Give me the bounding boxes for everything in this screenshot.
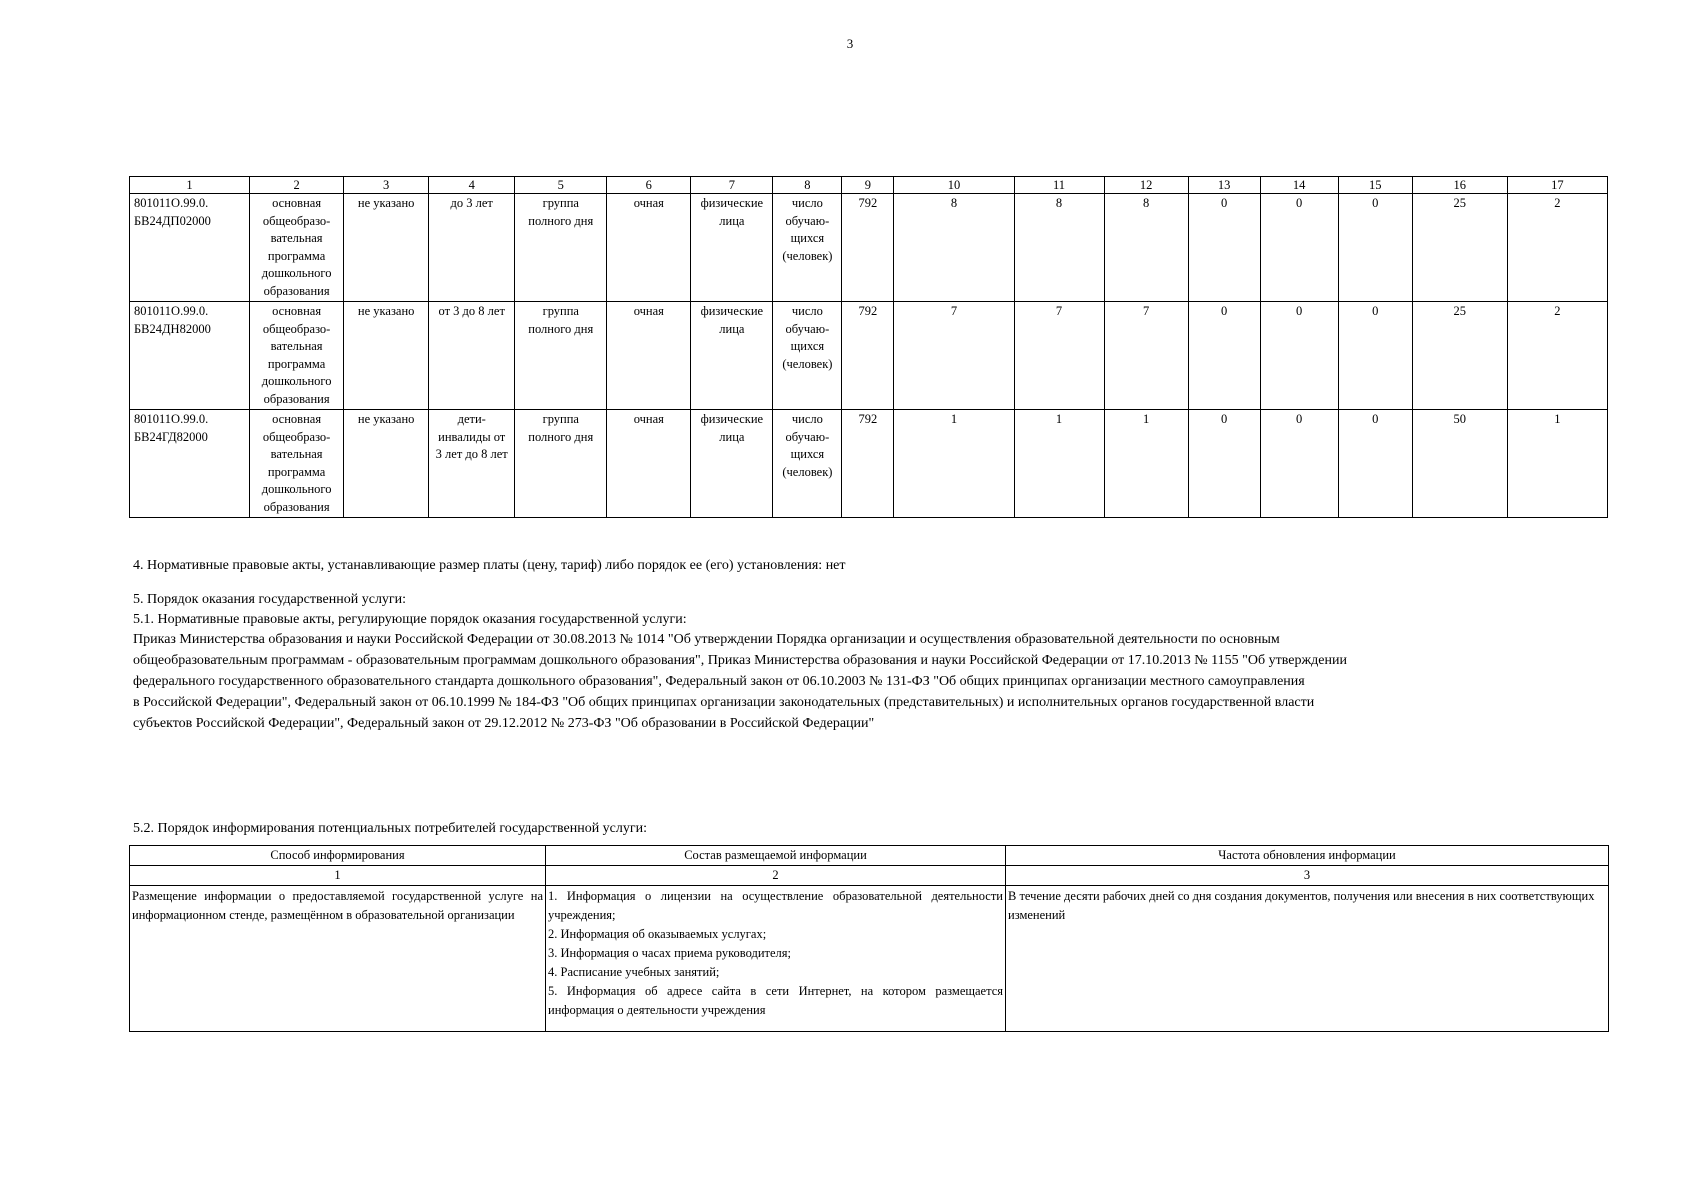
table-cell: основная общеобразо- вательная программа дошкольного образования — [250, 302, 344, 410]
indicators-table — [129, 176, 1608, 518]
table-cell: не указано — [344, 302, 429, 410]
table-cell: 0 — [1188, 302, 1260, 410]
law-line: общеобразовательным программам - образовательным программам дошкольного образования", Приказ Министерства образования и науки Российской Федерации от 17.10.2013 № 1155 "Об утверждении — [133, 653, 1347, 668]
table-cell: 0 — [1188, 410, 1260, 518]
table-cell: группа полного дня — [515, 410, 607, 518]
col-number: 3 — [1006, 866, 1609, 886]
table-cell: очная — [607, 410, 691, 518]
info-item: 3. Информация о часах приема руководителя; — [548, 946, 792, 960]
table-cell: 8 — [894, 194, 1014, 302]
table-cell: 0 — [1188, 194, 1260, 302]
table-cell: не указано — [344, 194, 429, 302]
info-frequency: В течение десяти рабочих дней со дня создания документов, получения или внесения в них соответствующих изменений — [1006, 886, 1609, 1032]
table-cell: 7 — [1014, 302, 1104, 410]
table-cell: физические лица — [691, 302, 773, 410]
column-number: 13 — [1188, 177, 1260, 194]
info-body-row — [130, 886, 1609, 1032]
table-cell: 792 — [842, 302, 894, 410]
section-5-2-title: 5.2. Порядок информирования потенциальных потребителей государственной услуги: — [133, 821, 648, 836]
column-number: 12 — [1104, 177, 1188, 194]
table-cell: 792 — [842, 194, 894, 302]
table-cell: основная общеобразо- вательная программа дошкольного образования — [250, 194, 344, 302]
table-cell: 7 — [894, 302, 1014, 410]
column-number: 16 — [1412, 177, 1507, 194]
table-cell: 1 — [1014, 410, 1104, 518]
column-number-row — [130, 177, 1608, 194]
law-line: в Российской Федерации", Федеральный закон от 06.10.1999 № 184-ФЗ "Об общих принципах организации законодательных (представительных) и исполнительных органов государственной власти — [133, 695, 1315, 710]
law-line: федерального государственного образовательного стандарта дошкольного образования", Федеральный закон от 06.10.2003 № 131-ФЗ "Об общих принципах организации местного самоуправления — [133, 674, 1305, 689]
table-cell: 0 — [1260, 410, 1338, 518]
column-number: 11 — [1014, 177, 1104, 194]
table-cell: 25 — [1412, 302, 1507, 410]
table-cell: группа полного дня — [515, 194, 607, 302]
table-cell: число обучаю- щихся (человек) — [773, 194, 842, 302]
table-cell: 1 — [894, 410, 1014, 518]
column-number: 6 — [607, 177, 691, 194]
column-number: 3 — [344, 177, 429, 194]
section-5-1-text — [133, 629, 1613, 734]
column-number: 10 — [894, 177, 1014, 194]
table-cell: 1 — [1507, 410, 1607, 518]
table-cell: 801011О.99.0. БВ24ДН82000 — [130, 302, 250, 410]
table-cell: 0 — [1260, 302, 1338, 410]
table-cell: не указано — [344, 410, 429, 518]
info-item: 4. Расписание учебных занятий; — [548, 965, 720, 979]
table-cell: число обучаю- щихся (человек) — [773, 302, 842, 410]
table-cell: число обучаю- щихся (человек) — [773, 410, 842, 518]
column-number: 8 — [773, 177, 842, 194]
table-cell: 50 — [1412, 410, 1507, 518]
header-content: Состав размещаемой информации — [546, 846, 1006, 866]
table-row — [130, 410, 1608, 518]
table-cell: 801011О.99.0. БВ24ГД82000 — [130, 410, 250, 518]
info-number-row — [130, 866, 1609, 886]
table-cell: 0 — [1338, 194, 1412, 302]
law-line: Приказ Министерства образования и науки Российской Федерации от 30.08.2013 № 1014 "Об утверждении Порядка организации и осуществления образовательной деятельности по основным — [133, 632, 1280, 647]
column-number: 9 — [842, 177, 894, 194]
table-cell: 792 — [842, 410, 894, 518]
col-number: 2 — [546, 866, 1006, 886]
table-cell: физические лица — [691, 194, 773, 302]
info-item: 5. Информация об адресе сайта в сети Интернет, на котором размещается информация о деятельности учреждения — [548, 984, 1003, 1017]
column-number: 1 — [130, 177, 250, 194]
table-cell: до 3 лет — [429, 194, 515, 302]
table-row — [130, 194, 1608, 302]
section-5-1-title: 5.1. Нормативные правовые акты, регулирующие порядок оказания государственной услуги: — [133, 612, 687, 627]
column-number: 17 — [1507, 177, 1607, 194]
info-item: 1. Информация о лицензии на осуществление образовательной деятельности учреждения; — [548, 889, 1003, 922]
table-row — [130, 302, 1608, 410]
page-number: 3 — [846, 36, 854, 51]
table-cell: 8 — [1014, 194, 1104, 302]
table-cell: 7 — [1104, 302, 1188, 410]
info-header-row — [130, 846, 1609, 866]
informing-table — [129, 845, 1609, 1032]
table-cell: от 3 до 8 лет — [429, 302, 515, 410]
column-number: 5 — [515, 177, 607, 194]
column-number: 4 — [429, 177, 515, 194]
table-cell: 8 — [1104, 194, 1188, 302]
table-cell: 25 — [1412, 194, 1507, 302]
law-line: субъектов Российской Федерации", Федеральный закон от 29.12.2012 № 273-ФЗ "Об образовании в Российской Федерации" — [133, 716, 875, 731]
table-cell: 1 — [1104, 410, 1188, 518]
column-number: 2 — [250, 177, 344, 194]
info-method: Размещение информации о предоставляемой государственной услуге на информационном стенде, размещённом в образовательной организации — [130, 886, 546, 1032]
table-cell: дети- инвалиды от 3 лет до 8 лет — [429, 410, 515, 518]
table-cell: очная — [607, 194, 691, 302]
section-5-title: 5. Порядок оказания государственной услуги: — [133, 592, 407, 607]
table-cell: 0 — [1260, 194, 1338, 302]
column-number: 14 — [1260, 177, 1338, 194]
header-frequency: Частота обновления информации — [1006, 846, 1609, 866]
table-cell: физические лица — [691, 410, 773, 518]
table-cell: очная — [607, 302, 691, 410]
info-item: 2. Информация об оказываемых услугах; — [548, 927, 767, 941]
section-4: 4. Нормативные правовые акты, устанавливающие размер платы (цену, тариф) либо порядок ее (его) установления: нет — [133, 558, 846, 573]
table-cell: 2 — [1507, 194, 1607, 302]
table-cell: 801011О.99.0. БВ24ДП02000 — [130, 194, 250, 302]
col-number: 1 — [130, 866, 546, 886]
table-cell: 0 — [1338, 410, 1412, 518]
column-number: 15 — [1338, 177, 1412, 194]
table-cell: основная общеобразо- вательная программа дошкольного образования — [250, 410, 344, 518]
info-content — [546, 886, 1006, 1032]
table-cell: 0 — [1338, 302, 1412, 410]
header-method: Способ информирования — [130, 846, 546, 866]
table-cell: группа полного дня — [515, 302, 607, 410]
table-cell: 2 — [1507, 302, 1607, 410]
column-number: 7 — [691, 177, 773, 194]
